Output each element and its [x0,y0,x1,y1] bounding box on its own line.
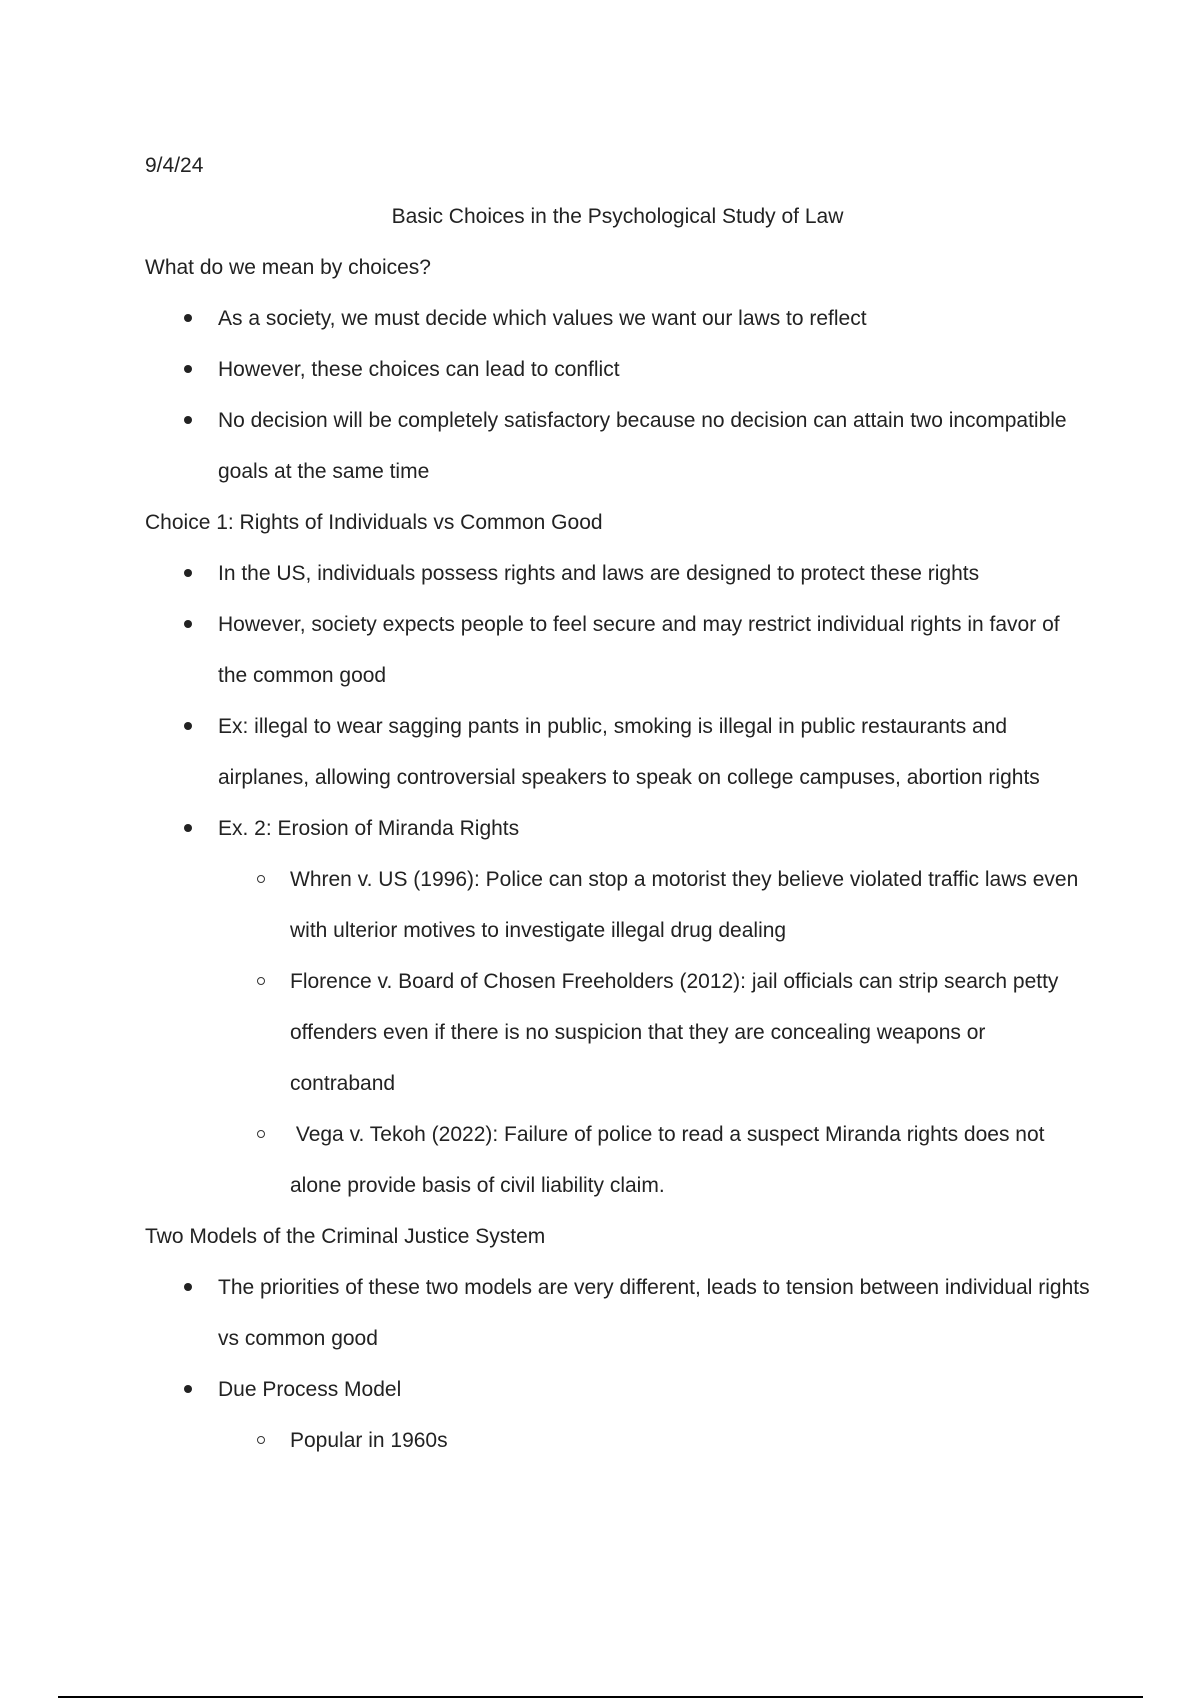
list-item-text: No decision will be completely satisfactory because no decision can attain two incompatible goals at the same time [218,409,1067,483]
sub-list-item-text: Whren v. US (1996): Police can stop a motorist they believe violated traffic laws even with ulterior motives to investigate illegal drug dealing [290,868,1079,942]
section-2-list [145,548,1090,1211]
list-item [145,395,1090,497]
bullet-dot-icon [184,1385,192,1393]
bullet-dot-icon [184,416,192,424]
section-heading-choices: What do we mean by choices? [145,256,431,279]
section-heading-two-models: Two Models of the Criminal Justice System [145,1225,546,1248]
bullet-circle-icon [257,1130,265,1138]
list-item [145,293,1090,344]
bullet-dot-icon [184,722,192,730]
list-item-text: The priorities of these two models are very different, leads to tension between individual rights vs common good [218,1276,1090,1350]
list-item [145,803,1090,854]
list-item [145,701,1090,803]
list-item [145,1262,1090,1364]
bullet-dot-icon [184,569,192,577]
bullet-dot-icon [184,365,192,373]
page-bottom-rule [58,1696,1143,1698]
list-item [145,548,1090,599]
sub-list-item-text: Florence v. Board of Chosen Freeholders (2012): jail officials can strip search petty offenders even if there is no suspicion that they are concealing weapons or contraband [290,970,1059,1095]
bullet-dot-icon [184,824,192,832]
list-item [145,599,1090,701]
bullet-circle-icon [257,875,265,883]
sub-list-item [145,1109,1090,1211]
bullet-circle-icon [257,977,265,985]
sub-list-item [145,854,1090,956]
list-item-text: In the US, individuals possess rights and laws are designed to protect these rights [218,562,980,585]
list-item-text: Ex: illegal to wear sagging pants in public, smoking is illegal in public restaurants and airplanes, allowing controversial speakers to speak on college campuses, abortion rights [218,715,1040,789]
list-item [145,1364,1090,1415]
bullet-circle-icon [257,1436,265,1444]
section-1-list [145,293,1090,497]
bullet-dot-icon [184,1283,192,1291]
document-body [145,140,1090,1466]
list-item-text: Due Process Model [218,1378,402,1401]
sub-list-item-text: Popular in 1960s [290,1429,448,1452]
sub-list-item [145,1415,1090,1466]
list-item [145,344,1090,395]
section-heading-choice-1: Choice 1: Rights of Individuals vs Common Good [145,511,603,534]
document-date: 9/4/24 [145,154,204,177]
bullet-dot-icon [184,620,192,628]
list-item-text: Ex. 2: Erosion of Miranda Rights [218,817,520,840]
list-item-text: However, society expects people to feel secure and may restrict individual rights in favor of the common good [218,613,1060,687]
document-title: Basic Choices in the Psychological Study of Law [391,205,844,228]
list-item-text: As a society, we must decide which values we want our laws to reflect [218,307,867,330]
sub-list-item [145,956,1090,1109]
sub-list-item-text: Vega v. Tekoh (2022): Failure of police to read a suspect Miranda rights does not alone provide basis of civil liability claim. [290,1123,1051,1197]
bullet-dot-icon [184,314,192,322]
list-item-text: However, these choices can lead to conflict [218,358,620,381]
section-3-list [145,1262,1090,1466]
